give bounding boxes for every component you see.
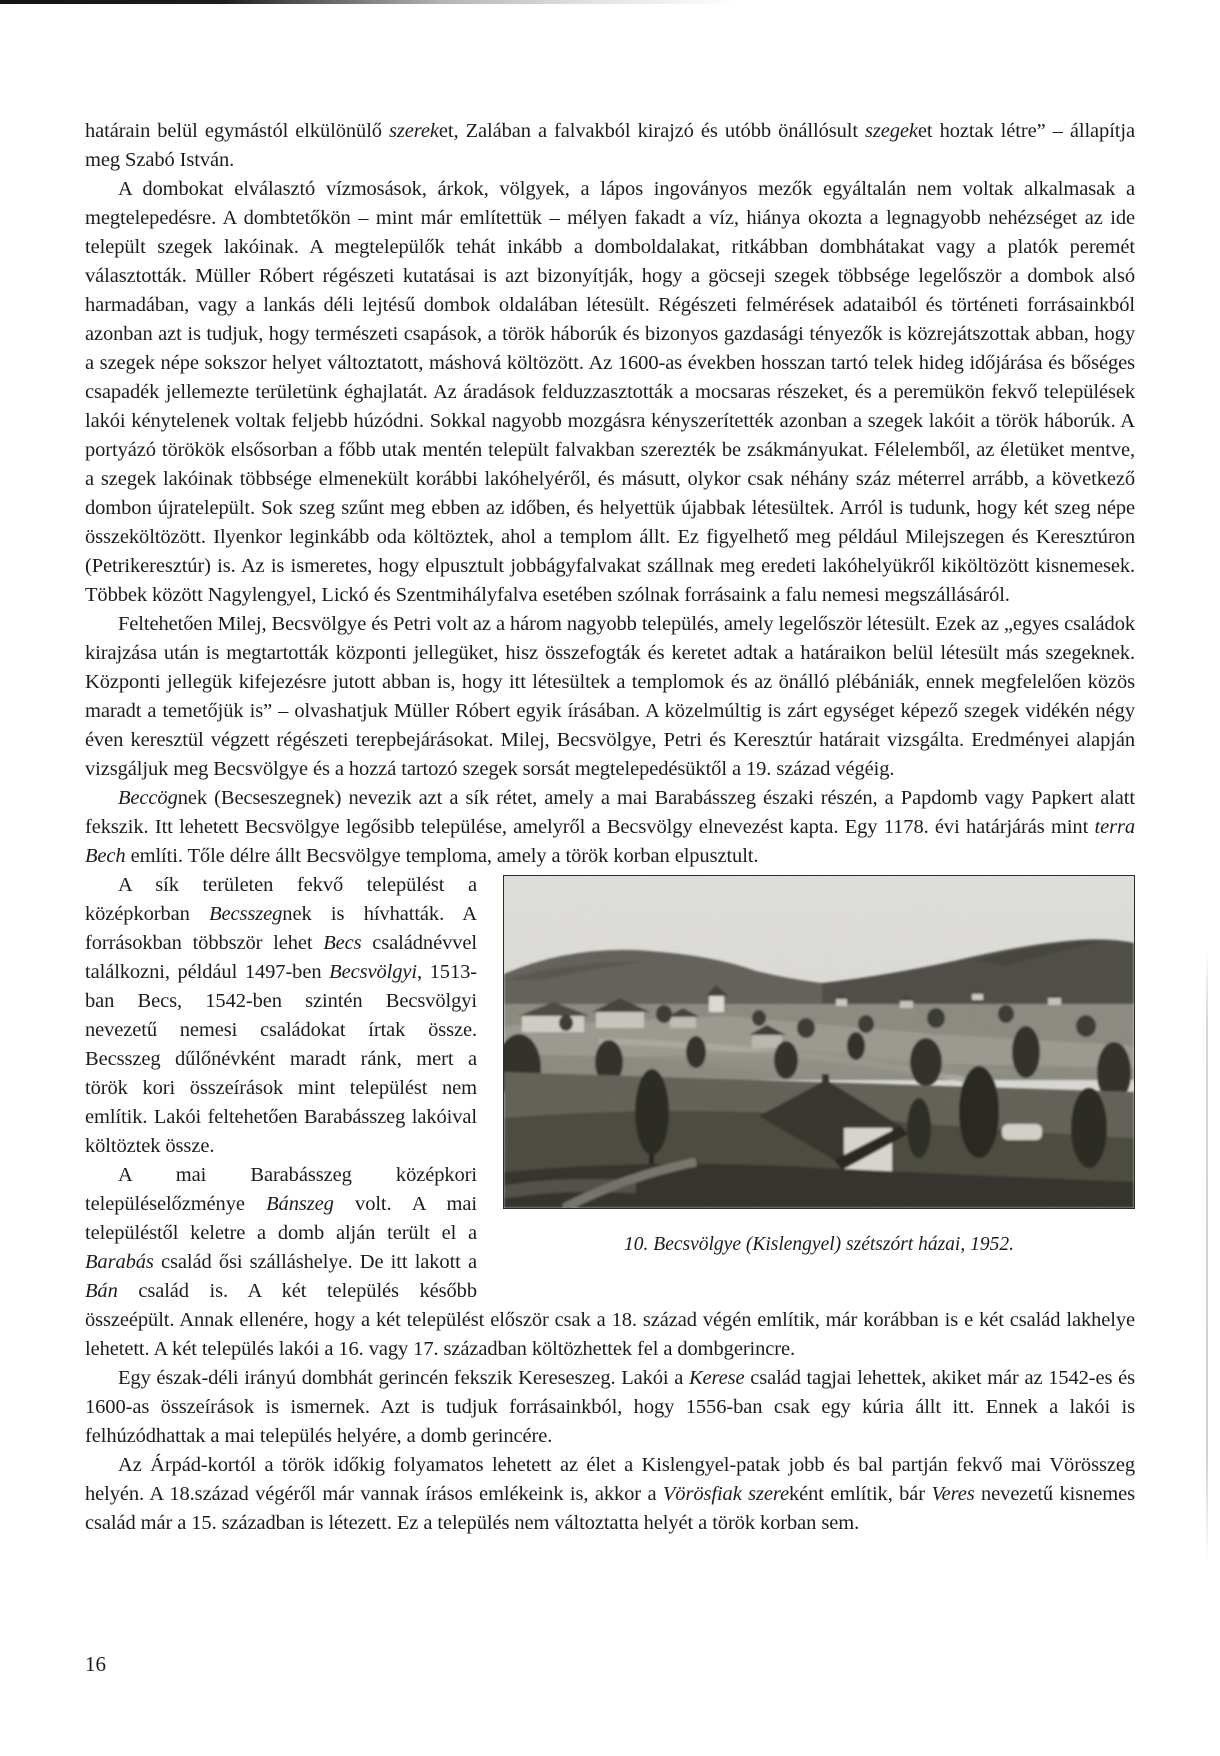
- text-block-top: [85, 117, 1135, 871]
- photo-becsvolgye: [503, 875, 1135, 1209]
- paragraph: Feltehetően Milej, Becsvölgye és Petri volt az a három nagyobb település, amely legelőször létesült. Ezek az „egyes családok kirajzása után is megtartották központi jellegüket, hisz összefogták és keretet adtak a határaikon belül létesült más szegeknek. Központi jellegük kifejezésre jutott abban is, hogy itt létesültek a templomok és az önálló plébániák, ennek megfelelően közös maradt a temetőjük is” – olvashatjuk Müller Róbert egyik írásában. A közelmúltig is zárt egységet képező szegek vidékén négy éven keresztül végzett régészeti terepbejárásokat. Milej, Becsvölgye, Petri és Keresztúr határait vizsgálta. Eredményei alapján vizsgáljuk meg Becsvölgye és a hozzá tartozó szegek sorsát megtelepedésüktől a 19. század végéig.: [85, 613, 1135, 780]
- village-landscape-photo-svg: [504, 876, 1134, 1208]
- text-block-with-figure: [85, 871, 1135, 1538]
- page-text: [85, 117, 1135, 1538]
- paragraph: A mai Barabásszeg középkori településelőzménye Bánszeg volt. A mai településtől keletre a domb alján terült el a Barabás család ősi szálláshelye. De itt lakott a Bán család is. A két település később összeépült. Annak ellenére, hogy a két települést először csak a 18. század végén említik, már korábban is e két család lakhelye lehetett. A két település lakói a 16. vagy 17. században költözhettek fel a dombgerincre.: [85, 1164, 1135, 1360]
- paragraph: A dombokat elválasztó vízmosások, árkok, völgyek, a lápos ingoványos mezők egyáltalán nem voltak alkalmasak a megtelepedésre. A dombtetőkön – mint már említettük – mélyen fakadt a víz, hiánya okozta a legnagyobb nehézséget az ide települt szegek lakóinak. A megtelepülők tehát inkább a domboldalakat, ritkábban dombhátakat vagy a platók peremét választották. Müller Róbert régészeti kutatásai is azt bizonyítják, hogy a göcseji szegek többsége legelőször a dombok alsó harmadában, vagy a lankás déli lejtésű dombok oldalában létesült. Régészeti felmérések adataiból és történeti forrásainkból azonban azt is tudjuk, hogy természeti csapások, a török háborúk és bizonyos gazdasági tényezők is közrejátszottak abban, hogy a szegek népe sokszor helyet változtatott, máshová költözött. Az 1600-as években hosszan tartó telek hideg időjárása és bőséges csapadék jellemezte területünk éghajlatát. Az áradások felduzzasztották a mocsaras részeket, és a peremükön fekvő települések lakói kénytelenek voltak feljebb húzódni. Sokkal nagyobb mozgásra kényszerítették azonban a szegek lakóit a török háborúk. A portyázó törökök elsősorban a főbb utak mentén települt falvakban szerezték be zsákmányukat. Félelemből, az életüket mentve, a szegek lakóinak többsége elmenekült korábbi lakóhelyéről, és másutt, olykor csak néhány száz méterrel arrább, a következő dombon újratelepült. Sok szeg szűnt meg ebben az időben, és helyettük újabbak létesültek. Arról is tudunk, hogy két szeg népe összeköltözött. Ilyenkor leginkább oda költöztek, ahol a templom állt. Ez figyelhető meg például Milejszegen és Keresztúron (Petrikeresztúr) is. Az is ismeretes, hogy elpusztult jobbágyfalvakat szállnak meg eredeti lakóhelyükről kiköltözött kisnemesek. Többek között Nagylengyel, Lickó és Szentmihályfalva esetében szólnak forrásaink a falu nemesi megszállásáról.: [85, 178, 1135, 606]
- paragraph: Egy észak-déli irányú dombhát gerincén fekszik Kereseszeg. Lakói a Kerese család tagjai lehettek, akiket már az 1542-es és 1600-as összeírások is ismernek. Azt is tudjuk forrásainkból, hogy 1556-ban csak egy kúria állt itt. Ennek a lakói is felhúzódhattak a mai település helyére, a domb gerincére.: [85, 1367, 1135, 1447]
- figure-becsvolgye: [503, 875, 1135, 1257]
- scan-artifact-right-edge: [1206, 948, 1208, 1564]
- paragraph: Az Árpád-kortól a török időkig folyamatos lehetett az élet a Kislengyel-patak jobb és bal partján fekvő mai Vörösszeg helyén. A 18.század végéről már vannak írásos emlékeink is, akkor a Vörösfiak szereként említik, bár Veres nevezetű kisnemes család már a 15. században is létezett. Ez a település nem változtatta helyét a török korban sem.: [85, 1454, 1135, 1534]
- paragraph: Beccögnek (Becseszegnek) nevezik azt a sík rétet, amely a mai Barabásszeg északi részén, a Papdomb vagy Papkert alatt fekszik. Itt lehetett Becsvölgye legősibb települése, amelyről a Becsvölgy elnevezést kapta. Egy 1178. évi határjárás mint terra Bech említi. Tőle délre állt Becsvölgye temploma, amely a török korban elpusztult.: [85, 787, 1135, 867]
- photo-caption: 10. Becsvölgye (Kislengyel) szétszórt házai, 1952.: [624, 1234, 1014, 1255]
- paragraph: határain belül egymástól elkülönülő szereket, Zalában a falvakból kirajzó és utóbb önállósult szegeket hoztak létre” – állapítja meg Szabó István.: [85, 120, 1135, 171]
- page-number: 16: [85, 1652, 106, 1676]
- paragraph: A sík területen fekvő települést a középkorban Becsszegnek is hívhatták. A forrásokban többször lehet Becs családnévvel találkozni, például 1497-ben Becsvölgyi, 1513-ban Becs, 1542-ben szintén Becsvölgyi nevezetű nemesi családokat írtak össze. Becsszeg dűlőnévként maradt ránk, mert a török kori összeírások mint települést nem említik. Lakói feltehetően Barabásszeg lakóival költöztek össze.: [85, 874, 477, 1157]
- scan-artifact-top: [0, 0, 740, 4]
